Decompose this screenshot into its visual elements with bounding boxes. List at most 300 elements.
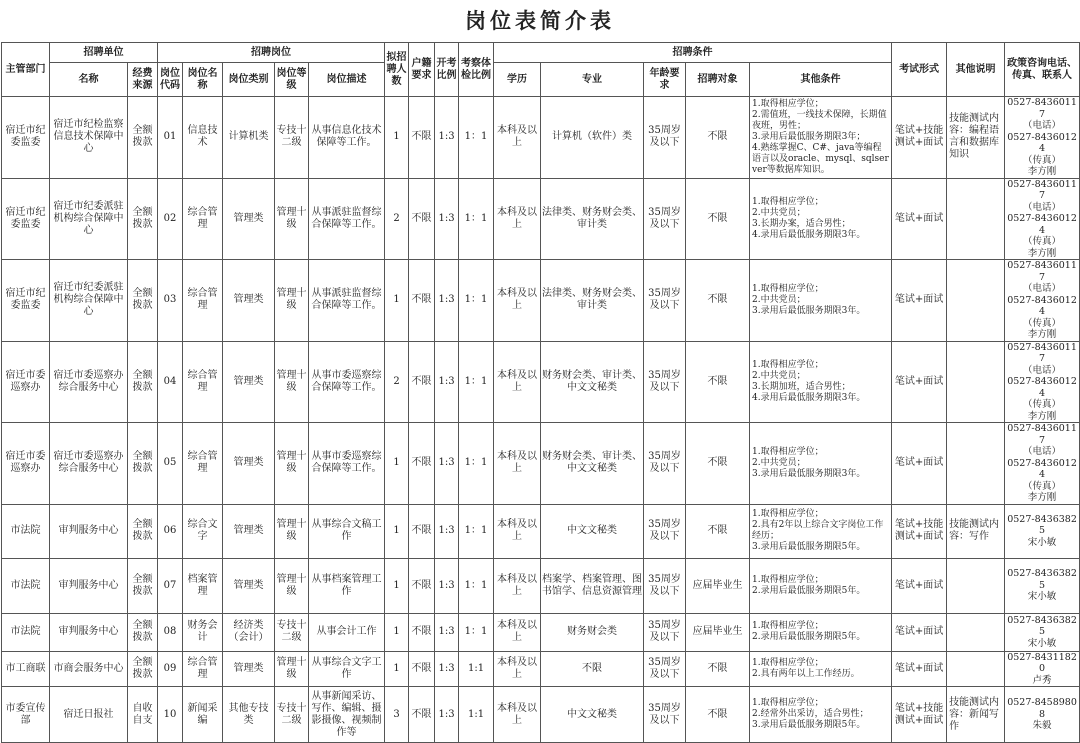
- header-dept: 主管部门: [2, 43, 50, 97]
- post-name-cell: 综合管理: [183, 178, 223, 260]
- ratio-exam-cell: 1:3: [435, 558, 459, 613]
- header-fund: 经费来源: [128, 63, 158, 97]
- contact-line: 李方刚: [1027, 329, 1057, 340]
- ratio-check-cell: 1：1: [459, 260, 494, 342]
- contact-cell: [1005, 260, 1080, 342]
- fund-cell: 全额拨款: [128, 97, 158, 179]
- code-cell: 02: [158, 178, 183, 260]
- contact-line: （传真）: [1023, 399, 1062, 410]
- other-cond-line: 1.取得相应学位；: [752, 196, 824, 207]
- table-row: [2, 558, 1080, 613]
- contact-line: 0527-84360117: [1007, 341, 1077, 364]
- category-cell: 管理类: [223, 423, 275, 505]
- dept-cell: 宿迁市纪委监委: [2, 260, 50, 342]
- edu-cell: 本科及以上: [494, 613, 541, 651]
- other-cond-line: 2.需值班，一线技术保障，长期值夜班，男性；: [752, 109, 887, 131]
- contact-line: 李方刚: [1027, 247, 1057, 259]
- other-cond-line: 2.录用后最低服务期限5年。: [752, 632, 866, 642]
- edu-cell: 本科及以上: [494, 504, 541, 558]
- category-cell: 管理类: [223, 341, 275, 423]
- edu-cell: 本科及以上: [494, 423, 541, 505]
- exam-form-cell: 笔试+面试: [892, 423, 947, 505]
- note-cell: 技能测试内容：新闻写作: [947, 687, 1005, 743]
- other-cond-line: 4.录用后最低服务期限3年。: [752, 229, 866, 240]
- contact-line: （传真）: [1023, 236, 1062, 247]
- other-cond-cell: [750, 504, 892, 558]
- header-count: 拟招聘人数: [385, 43, 409, 97]
- age-cell: 35周岁及以下: [644, 423, 686, 505]
- contact-line: （传真）: [1023, 154, 1062, 166]
- header-desc: 岗位描述: [309, 63, 385, 97]
- level-cell: 专技十二级: [275, 97, 309, 179]
- other-cond-line: 4.录用后最低服务期限3年。: [752, 392, 866, 403]
- table-row: [2, 97, 1080, 179]
- exam-form-cell: 笔试+面试: [892, 178, 947, 260]
- level-cell: 管理十级: [275, 260, 309, 342]
- count-cell: 1: [385, 504, 409, 558]
- note-cell: [947, 423, 1005, 505]
- ratio-exam-cell: 1:3: [435, 687, 459, 743]
- dept-cell: 市委宣传部: [2, 687, 50, 743]
- count-cell: 1: [385, 260, 409, 342]
- contact-line: （电话）: [1023, 364, 1062, 376]
- ratio-check-cell: 1：1: [459, 504, 494, 558]
- hukou-cell: 不限: [409, 504, 435, 558]
- code-cell: 05: [158, 423, 183, 505]
- contact-line: （电话）: [1023, 120, 1062, 131]
- hukou-cell: 不限: [409, 97, 435, 179]
- header-target: 招聘对象: [686, 63, 750, 97]
- age-cell: 35周岁及以下: [644, 178, 686, 260]
- ratio-check-cell: 1：1: [459, 341, 494, 423]
- other-cond-line: 4.熟练掌握C、C#、java等编程语言以及oracle、mysql、sqlserver等数据库知识。: [752, 142, 889, 175]
- count-cell: 1: [385, 651, 409, 687]
- note-cell: [947, 178, 1005, 260]
- dept-cell: 市法院: [2, 613, 50, 651]
- level-cell: 管理十级: [275, 504, 309, 558]
- ratio-exam-cell: 1:3: [435, 178, 459, 260]
- contact-line: 宋小敏: [1027, 637, 1057, 649]
- level-cell: 专技十二级: [275, 613, 309, 651]
- exam-form-cell: 笔试+面试: [892, 260, 947, 342]
- ratio-exam-cell: 1:3: [435, 651, 459, 687]
- other-cond-cell: [750, 687, 892, 743]
- header-level: 岗位等级: [275, 63, 309, 97]
- other-cond-cell: [750, 558, 892, 613]
- hukou-cell: 不限: [409, 423, 435, 505]
- count-cell: 2: [385, 341, 409, 423]
- contact-line: 0527-84360124: [1007, 213, 1077, 236]
- edu-cell: 本科及以上: [494, 97, 541, 179]
- hukou-cell: 不限: [409, 613, 435, 651]
- unit-cell: 宿迁市纪检监察信息技术保障中心: [50, 97, 128, 179]
- level-cell: 管理十级: [275, 651, 309, 687]
- fund-cell: 全额拨款: [128, 613, 158, 651]
- contact-line: （电话）: [1023, 283, 1062, 294]
- header-edu: 学历: [494, 63, 541, 97]
- contact-cell: [1005, 97, 1080, 179]
- dept-cell: 市工商联: [2, 651, 50, 687]
- code-cell: 09: [158, 651, 183, 687]
- contact-line: 0527-84363825: [1007, 513, 1077, 537]
- post-name-cell: 综合文字: [183, 504, 223, 558]
- level-cell: 管理十级: [275, 423, 309, 505]
- exam-form-cell: 笔试+面试: [892, 613, 947, 651]
- recruitment-table: [1, 42, 1080, 743]
- contact-line: （电话）: [1023, 201, 1062, 213]
- exam-form-cell: 笔试+技能测试+面试: [892, 97, 947, 179]
- other-cond-line: 3.长期加班，适合男性；: [752, 381, 851, 392]
- hukou-cell: 不限: [409, 687, 435, 743]
- fund-cell: 全额拨款: [128, 260, 158, 342]
- contact-cell: [1005, 423, 1080, 505]
- edu-cell: 本科及以上: [494, 558, 541, 613]
- fund-cell: 全额拨款: [128, 423, 158, 505]
- hukou-cell: 不限: [409, 260, 435, 342]
- hukou-cell: 不限: [409, 651, 435, 687]
- age-cell: 35周岁及以下: [644, 504, 686, 558]
- desc-cell: 从事市委巡察综合保障等工作。: [309, 341, 385, 423]
- post-name-cell: 财务会计: [183, 613, 223, 651]
- hukou-cell: 不限: [409, 558, 435, 613]
- target-cell: 不限: [686, 423, 750, 505]
- contact-cell: [1005, 651, 1080, 687]
- ratio-check-cell: 1：1: [459, 97, 494, 179]
- table-row: [2, 341, 1080, 423]
- major-cell: 法律类、财务财会类、审计类: [541, 260, 644, 342]
- contact-cell: [1005, 341, 1080, 423]
- target-cell: 不限: [686, 178, 750, 260]
- unit-cell: 市商会服务中心: [50, 651, 128, 687]
- target-cell: 不限: [686, 687, 750, 743]
- edu-cell: 本科及以上: [494, 687, 541, 743]
- unit-cell: 审判服务中心: [50, 504, 128, 558]
- header-cond-group: 招聘条件: [494, 43, 892, 63]
- count-cell: 3: [385, 687, 409, 743]
- unit-cell: 审判服务中心: [50, 558, 128, 613]
- contact-line: 宋小敏: [1027, 591, 1057, 603]
- fund-cell: 全额拨款: [128, 341, 158, 423]
- table-row: [2, 613, 1080, 651]
- exam-form-cell: 笔试+技能测试+面试: [892, 504, 947, 558]
- header-code: 岗位代码: [158, 63, 183, 97]
- other-cond-cell: [750, 651, 892, 687]
- contact-cell: [1005, 178, 1080, 260]
- category-cell: 管理类: [223, 651, 275, 687]
- other-cond-line: 2.中共党员；: [752, 370, 806, 381]
- header-ratio-exam: 开考比例: [435, 43, 459, 97]
- code-cell: 10: [158, 687, 183, 743]
- other-cond-line: 3.录用后最低服务期限3年。: [752, 305, 866, 316]
- category-cell: 管理类: [223, 260, 275, 342]
- desc-cell: 从事综合文字工作: [309, 651, 385, 687]
- contact-line: 0527-84360117: [1007, 178, 1077, 201]
- post-name-cell: 新闻采编: [183, 687, 223, 743]
- count-cell: 1: [385, 423, 409, 505]
- contact-line: 0527-84363825: [1007, 614, 1077, 638]
- header-contact: 政策咨询电话、传真、联系人: [1005, 43, 1080, 97]
- header-unit-group: 招聘单位: [50, 43, 158, 63]
- ratio-exam-cell: 1:3: [435, 504, 459, 558]
- contact-line: 0527-84360117: [1007, 260, 1077, 283]
- age-cell: 35周岁及以下: [644, 260, 686, 342]
- other-cond-line: 2.具有两年以上工作经历。: [752, 668, 860, 679]
- table-row: [2, 260, 1080, 342]
- note-cell: [947, 558, 1005, 613]
- other-cond-cell: [750, 260, 892, 342]
- unit-cell: 审判服务中心: [50, 613, 128, 651]
- desc-cell: 从事信息化技术保障等工作。: [309, 97, 385, 179]
- contact-line: 0527-84360124: [1007, 131, 1077, 154]
- ratio-check-cell: 1：1: [459, 178, 494, 260]
- exam-form-cell: 笔试+面试: [892, 651, 947, 687]
- fund-cell: 全额拨款: [128, 651, 158, 687]
- page-title: 岗位表简介表: [465, 8, 615, 33]
- header-other-note: 其他说明: [947, 43, 1005, 97]
- age-cell: 35周岁及以下: [644, 613, 686, 651]
- ratio-check-cell: 1:1: [459, 687, 494, 743]
- post-name-cell: 综合管理: [183, 260, 223, 342]
- count-cell: 1: [385, 613, 409, 651]
- edu-cell: 本科及以上: [494, 260, 541, 342]
- count-cell: 2: [385, 178, 409, 260]
- exam-form-cell: 笔试+技能测试+面试: [892, 687, 947, 743]
- other-cond-line: 3.录用后最低服务期限3年。: [752, 468, 866, 479]
- dept-cell: 宿迁市委巡察办: [2, 341, 50, 423]
- desc-cell: 从事派驻监督综合保障等工作。: [309, 178, 385, 260]
- post-name-cell: 综合管理: [183, 651, 223, 687]
- major-cell: 财务财会类、审计类、中文文秘类: [541, 423, 644, 505]
- fund-cell: 全额拨款: [128, 504, 158, 558]
- ratio-check-cell: 1：1: [459, 423, 494, 505]
- unit-cell: 宿迁市委巡察办综合服务中心: [50, 341, 128, 423]
- ratio-exam-cell: 1:3: [435, 260, 459, 342]
- count-cell: 1: [385, 97, 409, 179]
- age-cell: 35周岁及以下: [644, 341, 686, 423]
- post-name-cell: 综合管理: [183, 341, 223, 423]
- code-cell: 08: [158, 613, 183, 651]
- post-name-cell: 档案管理: [183, 558, 223, 613]
- target-cell: 不限: [686, 260, 750, 342]
- major-cell: 不限: [541, 651, 644, 687]
- contact-line: （传真）: [1023, 480, 1062, 492]
- contact-cell: [1005, 558, 1080, 613]
- header-ratio-check: 考察体检比例: [459, 43, 494, 97]
- contact-line: 李方刚: [1027, 410, 1057, 422]
- desc-cell: 从事新闻采访、写作、编辑、摄影摄像、视频制作等: [309, 687, 385, 743]
- edu-cell: 本科及以上: [494, 651, 541, 687]
- desc-cell: 从事市委巡察综合保障等工作。: [309, 423, 385, 505]
- header-exam-form: 考试形式: [892, 43, 947, 97]
- unit-cell: 宿迁市纪委派驻机构综合保障中心: [50, 260, 128, 342]
- other-cond-line: 3.录用后最低服务期限3年；: [752, 131, 866, 142]
- table-row: [2, 504, 1080, 558]
- table-header: [2, 43, 1080, 97]
- other-cond-line: 1.取得相应学位；: [752, 98, 824, 109]
- ratio-check-cell: 1：1: [459, 558, 494, 613]
- note-cell: [947, 651, 1005, 687]
- category-cell: 管理类: [223, 504, 275, 558]
- age-cell: 35周岁及以下: [644, 558, 686, 613]
- category-cell: 管理类: [223, 178, 275, 260]
- level-cell: 管理十级: [275, 341, 309, 423]
- post-name-cell: 综合管理: [183, 423, 223, 505]
- hukou-cell: 不限: [409, 341, 435, 423]
- level-cell: 管理十级: [275, 178, 309, 260]
- header-major: 专业: [541, 63, 644, 97]
- category-cell: 经济类（会计）: [223, 613, 275, 651]
- dept-cell: 市法院: [2, 504, 50, 558]
- contact-line: 朱毅: [1032, 720, 1052, 732]
- contact-line: 李方刚: [1027, 492, 1057, 503]
- code-cell: 07: [158, 558, 183, 613]
- exam-form-cell: 笔试+面试: [892, 558, 947, 613]
- other-cond-line: 2.具有2年以上综合文字岗位工作经历；: [752, 520, 884, 541]
- target-cell: 不限: [686, 97, 750, 179]
- edu-cell: 本科及以上: [494, 341, 541, 423]
- unit-cell: 宿迁市纪委派驻机构综合保障中心: [50, 178, 128, 260]
- fund-cell: 自收自支: [128, 687, 158, 743]
- fund-cell: 全额拨款: [128, 178, 158, 260]
- target-cell: 不限: [686, 504, 750, 558]
- age-cell: 35周岁及以下: [644, 651, 686, 687]
- major-cell: 档案学、档案管理、图书馆学、信息资源管理: [541, 558, 644, 613]
- major-cell: 财务财会类、审计类、中文文秘类: [541, 341, 644, 423]
- note-cell: [947, 341, 1005, 423]
- major-cell: 中文文秘类: [541, 687, 644, 743]
- other-cond-line: 2.中共党员；: [752, 294, 806, 305]
- major-cell: 财务财会类: [541, 613, 644, 651]
- other-cond-line: 1.取得相应学位；: [752, 446, 824, 457]
- contact-line: 宋小敏: [1027, 536, 1057, 548]
- ratio-exam-cell: 1:3: [435, 341, 459, 423]
- desc-cell: 从事派驻监督综合保障等工作。: [309, 260, 385, 342]
- code-cell: 03: [158, 260, 183, 342]
- contact-cell: [1005, 504, 1080, 558]
- category-cell: 管理类: [223, 558, 275, 613]
- exam-form-cell: 笔试+面试: [892, 341, 947, 423]
- category-cell: 其他专技类: [223, 687, 275, 743]
- header-unit-name: 名称: [50, 63, 128, 97]
- contact-line: 0527-84589808: [1007, 697, 1077, 720]
- header-category: 岗位类别: [223, 63, 275, 97]
- contact-line: 0527-84360117: [1007, 423, 1077, 446]
- header-post-group: 招聘岗位: [158, 43, 385, 63]
- note-cell: [947, 260, 1005, 342]
- code-cell: 01: [158, 97, 183, 179]
- target-cell: 不限: [686, 341, 750, 423]
- other-cond-line: 3.录用后最低服务期限5年。: [752, 720, 866, 730]
- code-cell: 04: [158, 341, 183, 423]
- table-row: [2, 651, 1080, 687]
- header-hukou: 户籍要求: [409, 43, 435, 97]
- contact-line: 0527-84360117: [1007, 97, 1077, 120]
- other-cond-line: 1.取得相应学位；: [752, 359, 824, 370]
- contact-line: （传真）: [1023, 317, 1062, 329]
- category-cell: 计算机类: [223, 97, 275, 179]
- other-cond-line: 1.取得相应学位；: [752, 509, 824, 519]
- other-cond-line: 1.取得相应学位；: [752, 283, 824, 294]
- other-cond-line: 1.取得相应学位；: [752, 574, 824, 585]
- target-cell: 应届毕业生: [686, 613, 750, 651]
- contact-line: 0527-84363825: [1007, 568, 1077, 591]
- other-cond-line: 3.录用后最低服务期限5年。: [752, 542, 866, 552]
- edu-cell: 本科及以上: [494, 178, 541, 260]
- other-cond-line: 2.中共党员；: [752, 207, 806, 218]
- contact-line: 0527-84360124: [1007, 457, 1077, 480]
- code-cell: 06: [158, 504, 183, 558]
- ratio-exam-cell: 1:3: [435, 613, 459, 651]
- table-body: [2, 97, 1080, 743]
- note-cell: [947, 613, 1005, 651]
- other-cond-line: 3.长期办案，适合男性；: [752, 218, 851, 229]
- major-cell: 中文文秘类: [541, 504, 644, 558]
- table-row: [2, 687, 1080, 743]
- unit-cell: 宿迁日报社: [50, 687, 128, 743]
- other-cond-cell: [750, 613, 892, 651]
- count-cell: 1: [385, 558, 409, 613]
- note-cell: 技能测试内容：写作: [947, 504, 1005, 558]
- major-cell: 计算机（软件）类: [541, 97, 644, 179]
- ratio-exam-cell: 1:3: [435, 97, 459, 179]
- desc-cell: 从事会计工作: [309, 613, 385, 651]
- dept-cell: 宿迁市委巡察办: [2, 423, 50, 505]
- ratio-check-cell: 1：1: [459, 613, 494, 651]
- other-cond-line: 1.取得相应学位；: [752, 698, 824, 708]
- dept-cell: 宿迁市纪委监委: [2, 97, 50, 179]
- level-cell: 管理十级: [275, 558, 309, 613]
- other-cond-cell: [750, 341, 892, 423]
- other-cond-cell: [750, 423, 892, 505]
- age-cell: 35周岁及以下: [644, 97, 686, 179]
- unit-cell: 宿迁市委巡察办综合服务中心: [50, 423, 128, 505]
- contact-line: （电话）: [1023, 446, 1062, 457]
- other-cond-line: 1.取得相应学位；: [752, 621, 824, 631]
- other-cond-cell: [750, 178, 892, 260]
- dept-cell: 市法院: [2, 558, 50, 613]
- other-cond-line: 2.经常外出采访，适合男性；: [752, 709, 869, 719]
- target-cell: 应届毕业生: [686, 558, 750, 613]
- target-cell: 不限: [686, 651, 750, 687]
- contact-line: 李方刚: [1027, 166, 1057, 177]
- level-cell: 专技十二级: [275, 687, 309, 743]
- other-cond-line: 2.中共党员；: [752, 457, 806, 468]
- table-row: [2, 423, 1080, 505]
- major-cell: 法律类、财务财会类、审计类: [541, 178, 644, 260]
- contact-cell: [1005, 687, 1080, 743]
- contact-line: 0527-84360124: [1007, 294, 1077, 317]
- ratio-check-cell: 1:1: [459, 651, 494, 687]
- contact-line: 0527-84360124: [1007, 376, 1077, 399]
- ratio-exam-cell: 1:3: [435, 423, 459, 505]
- post-name-cell: 信息技术: [183, 97, 223, 179]
- table-row: [2, 178, 1080, 260]
- age-cell: 35周岁及以下: [644, 687, 686, 743]
- contact-line: 卢秀: [1032, 674, 1052, 686]
- note-cell: 技能测试内容：编程语言和数据库知识: [947, 97, 1005, 179]
- contact-cell: [1005, 613, 1080, 651]
- desc-cell: 从事档案管理工作: [309, 558, 385, 613]
- desc-cell: 从事综合文稿工作: [309, 504, 385, 558]
- hukou-cell: 不限: [409, 178, 435, 260]
- other-cond-line: 1.取得相应学位；: [752, 657, 824, 668]
- header-other-cond: 其他条件: [750, 63, 892, 97]
- header-post-name: 岗位名称: [183, 63, 223, 97]
- dept-cell: 宿迁市纪委监委: [2, 178, 50, 260]
- other-cond-line: 2.录用后最低服务期限5年。: [752, 585, 866, 596]
- header-age: 年龄要求: [644, 63, 686, 97]
- contact-line: 0527-84311820: [1007, 651, 1077, 674]
